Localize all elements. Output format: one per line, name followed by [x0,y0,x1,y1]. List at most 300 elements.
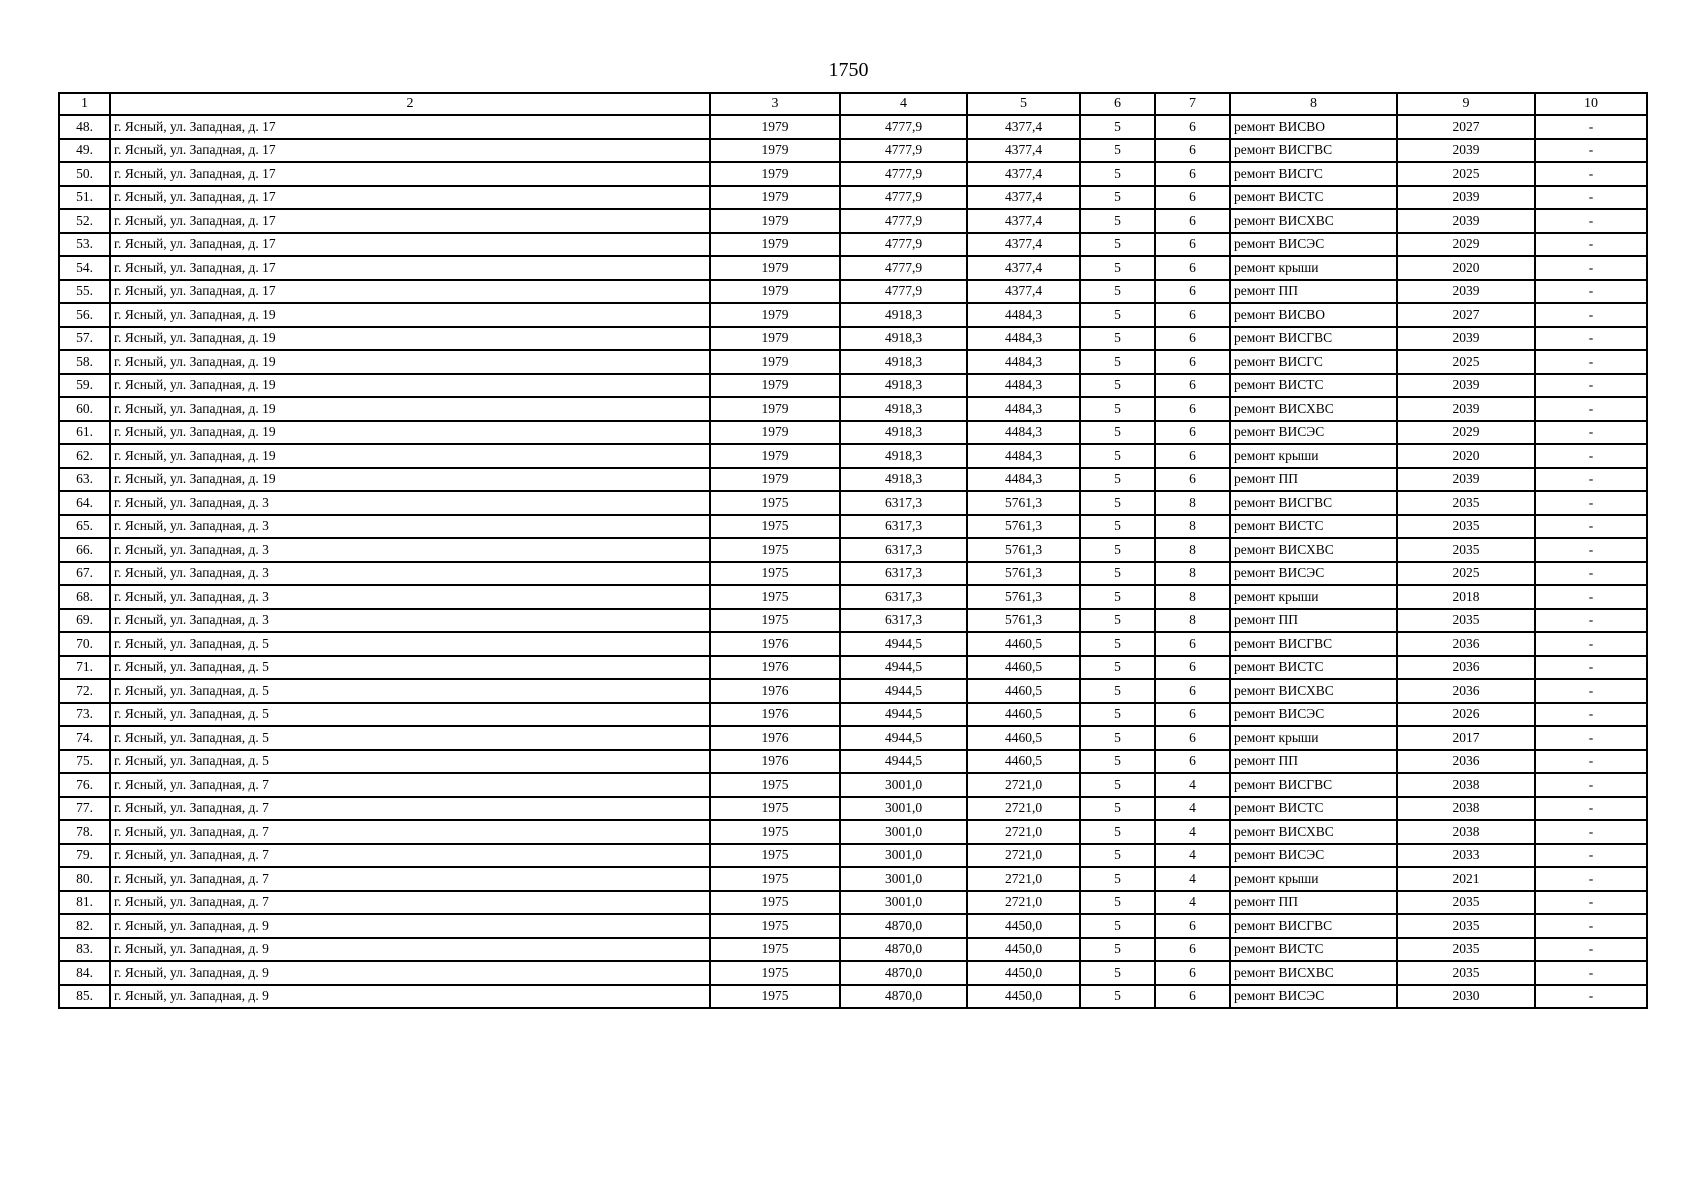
planned-year-cell: 2033 [1397,844,1535,868]
row-number-cell: 66. [59,538,110,562]
floors-cell: 5 [1080,961,1155,985]
work-type-cell: ремонт ВИСХВС [1230,820,1397,844]
total-area-cell: 6317,3 [840,585,967,609]
work-type-cell: ремонт ПП [1230,468,1397,492]
living-area-cell: 2721,0 [967,820,1080,844]
total-area-cell: 4870,0 [840,985,967,1009]
address-cell: г. Ясный, ул. Западная, д. 5 [110,750,710,774]
floors-cell: 5 [1080,609,1155,633]
address-cell: г. Ясный, ул. Западная, д. 19 [110,397,710,421]
total-area-cell: 4944,5 [840,656,967,680]
address-cell: г. Ясный, ул. Западная, д. 19 [110,350,710,374]
table-row [59,280,1647,304]
work-type-cell: ремонт ВИСЭС [1230,421,1397,445]
header-cell-3: 3 [710,93,840,115]
header-cell-1: 1 [59,93,110,115]
living-area-cell: 2721,0 [967,867,1080,891]
build-year-cell: 1975 [710,491,840,515]
entrances-cell: 6 [1155,985,1230,1009]
living-area-cell: 4460,5 [967,750,1080,774]
address-cell: г. Ясный, ул. Западная, д. 19 [110,327,710,351]
address-cell: г. Ясный, ул. Западная, д. 17 [110,186,710,210]
work-type-cell: ремонт ВИСТС [1230,797,1397,821]
floors-cell: 5 [1080,562,1155,586]
total-area-cell: 4870,0 [840,914,967,938]
build-year-cell: 1975 [710,985,840,1009]
build-year-cell: 1975 [710,938,840,962]
living-area-cell: 4460,5 [967,656,1080,680]
table-row [59,679,1647,703]
table-row [59,773,1647,797]
living-area-cell: 4377,4 [967,256,1080,280]
row-number-cell: 62. [59,444,110,468]
build-year-cell: 1979 [710,421,840,445]
total-area-cell: 4944,5 [840,679,967,703]
work-type-cell: ремонт ВИСХВС [1230,538,1397,562]
note-cell: - [1535,397,1647,421]
living-area-cell: 4377,4 [967,186,1080,210]
entrances-cell: 4 [1155,820,1230,844]
entrances-cell: 8 [1155,515,1230,539]
build-year-cell: 1979 [710,374,840,398]
planned-year-cell: 2020 [1397,256,1535,280]
build-year-cell: 1979 [710,162,840,186]
floors-cell: 5 [1080,679,1155,703]
row-number-cell: 55. [59,280,110,304]
entrances-cell: 4 [1155,867,1230,891]
header-cell-5: 5 [967,93,1080,115]
row-number-cell: 70. [59,632,110,656]
header-cell-8: 8 [1230,93,1397,115]
planned-year-cell: 2039 [1397,209,1535,233]
work-type-cell: ремонт ВИСГВС [1230,491,1397,515]
floors-cell: 5 [1080,233,1155,257]
row-number-cell: 77. [59,797,110,821]
note-cell: - [1535,468,1647,492]
floors-cell: 5 [1080,750,1155,774]
table-row [59,609,1647,633]
build-year-cell: 1979 [710,186,840,210]
planned-year-cell: 2039 [1397,186,1535,210]
living-area-cell: 4484,3 [967,374,1080,398]
build-year-cell: 1975 [710,914,840,938]
note-cell: - [1535,914,1647,938]
living-area-cell: 2721,0 [967,773,1080,797]
total-area-cell: 6317,3 [840,491,967,515]
row-number-cell: 56. [59,303,110,327]
note-cell: - [1535,115,1647,139]
table-row [59,726,1647,750]
planned-year-cell: 2025 [1397,162,1535,186]
planned-year-cell: 2020 [1397,444,1535,468]
address-cell: г. Ясный, ул. Западная, д. 9 [110,961,710,985]
note-cell: - [1535,679,1647,703]
total-area-cell: 6317,3 [840,609,967,633]
note-cell: - [1535,327,1647,351]
note-cell: - [1535,632,1647,656]
table-row [59,891,1647,915]
note-cell: - [1535,938,1647,962]
build-year-cell: 1976 [710,679,840,703]
table-row [59,303,1647,327]
note-cell: - [1535,515,1647,539]
address-cell: г. Ясный, ул. Западная, д. 7 [110,891,710,915]
living-area-cell: 4377,4 [967,280,1080,304]
planned-year-cell: 2038 [1397,797,1535,821]
table-row [59,961,1647,985]
table-row [59,844,1647,868]
address-cell: г. Ясный, ул. Западная, д. 17 [110,115,710,139]
row-number-cell: 50. [59,162,110,186]
note-cell: - [1535,773,1647,797]
row-number-cell: 71. [59,656,110,680]
table-row [59,350,1647,374]
row-number-cell: 60. [59,397,110,421]
planned-year-cell: 2038 [1397,773,1535,797]
living-area-cell: 4484,3 [967,397,1080,421]
total-area-cell: 4777,9 [840,162,967,186]
entrances-cell: 6 [1155,632,1230,656]
build-year-cell: 1979 [710,468,840,492]
living-area-cell: 5761,3 [967,491,1080,515]
header-cell-4: 4 [840,93,967,115]
entrances-cell: 6 [1155,397,1230,421]
address-cell: г. Ясный, ул. Западная, д. 17 [110,162,710,186]
build-year-cell: 1979 [710,280,840,304]
floors-cell: 5 [1080,374,1155,398]
address-cell: г. Ясный, ул. Западная, д. 17 [110,256,710,280]
address-cell: г. Ясный, ул. Западная, д. 19 [110,468,710,492]
note-cell: - [1535,280,1647,304]
note-cell: - [1535,139,1647,163]
entrances-cell: 8 [1155,538,1230,562]
address-cell: г. Ясный, ул. Западная, д. 5 [110,656,710,680]
planned-year-cell: 2036 [1397,632,1535,656]
build-year-cell: 1975 [710,585,840,609]
build-year-cell: 1976 [710,656,840,680]
total-area-cell: 4944,5 [840,703,967,727]
row-number-cell: 82. [59,914,110,938]
total-area-cell: 3001,0 [840,844,967,868]
floors-cell: 5 [1080,444,1155,468]
build-year-cell: 1979 [710,303,840,327]
address-cell: г. Ясный, ул. Западная, д. 9 [110,938,710,962]
work-type-cell: ремонт крыши [1230,444,1397,468]
entrances-cell: 8 [1155,585,1230,609]
build-year-cell: 1975 [710,562,840,586]
header-cell-10: 10 [1535,93,1647,115]
planned-year-cell: 2025 [1397,562,1535,586]
work-type-cell: ремонт ВИСХВС [1230,209,1397,233]
floors-cell: 5 [1080,303,1155,327]
table-row [59,491,1647,515]
row-number-cell: 68. [59,585,110,609]
build-year-cell: 1979 [710,139,840,163]
note-cell: - [1535,538,1647,562]
entrances-cell: 8 [1155,491,1230,515]
floors-cell: 5 [1080,703,1155,727]
work-type-cell: ремонт крыши [1230,256,1397,280]
total-area-cell: 3001,0 [840,891,967,915]
build-year-cell: 1975 [710,820,840,844]
planned-year-cell: 2029 [1397,233,1535,257]
planned-year-cell: 2027 [1397,115,1535,139]
living-area-cell: 4377,4 [967,162,1080,186]
address-cell: г. Ясный, ул. Западная, д. 3 [110,491,710,515]
note-cell: - [1535,656,1647,680]
work-type-cell: ремонт ВИСТС [1230,656,1397,680]
work-type-cell: ремонт крыши [1230,726,1397,750]
build-year-cell: 1976 [710,726,840,750]
planned-year-cell: 2035 [1397,515,1535,539]
build-year-cell: 1976 [710,632,840,656]
address-cell: г. Ясный, ул. Западная, д. 3 [110,515,710,539]
total-area-cell: 4870,0 [840,961,967,985]
total-area-cell: 3001,0 [840,867,967,891]
total-area-cell: 4944,5 [840,726,967,750]
floors-cell: 5 [1080,491,1155,515]
table-row [59,209,1647,233]
row-number-cell: 76. [59,773,110,797]
row-number-cell: 63. [59,468,110,492]
entrances-cell: 6 [1155,327,1230,351]
entrances-cell: 6 [1155,961,1230,985]
table-row [59,444,1647,468]
row-number-cell: 53. [59,233,110,257]
row-number-cell: 61. [59,421,110,445]
note-cell: - [1535,444,1647,468]
planned-year-cell: 2029 [1397,421,1535,445]
entrances-cell: 6 [1155,703,1230,727]
planned-year-cell: 2035 [1397,961,1535,985]
work-type-cell: ремонт ВИСГВС [1230,139,1397,163]
address-cell: г. Ясный, ул. Западная, д. 17 [110,139,710,163]
row-number-cell: 80. [59,867,110,891]
total-area-cell: 3001,0 [840,797,967,821]
living-area-cell: 4484,3 [967,350,1080,374]
note-cell: - [1535,350,1647,374]
total-area-cell: 4944,5 [840,750,967,774]
planned-year-cell: 2027 [1397,303,1535,327]
note-cell: - [1535,562,1647,586]
work-type-cell: ремонт крыши [1230,585,1397,609]
work-type-cell: ремонт ВИСТС [1230,186,1397,210]
entrances-cell: 6 [1155,303,1230,327]
floors-cell: 5 [1080,585,1155,609]
floors-cell: 5 [1080,867,1155,891]
build-year-cell: 1979 [710,256,840,280]
row-number-cell: 74. [59,726,110,750]
note-cell: - [1535,797,1647,821]
address-cell: г. Ясный, ул. Западная, д. 19 [110,421,710,445]
total-area-cell: 4918,3 [840,468,967,492]
entrances-cell: 6 [1155,233,1230,257]
build-year-cell: 1979 [710,350,840,374]
entrances-cell: 6 [1155,726,1230,750]
header-cell-9: 9 [1397,93,1535,115]
work-type-cell: ремонт ВИСХВС [1230,679,1397,703]
header-cell-7: 7 [1155,93,1230,115]
planned-year-cell: 2039 [1397,374,1535,398]
table-row [59,985,1647,1009]
row-number-cell: 59. [59,374,110,398]
total-area-cell: 3001,0 [840,773,967,797]
address-cell: г. Ясный, ул. Западная, д. 5 [110,726,710,750]
total-area-cell: 4944,5 [840,632,967,656]
total-area-cell: 4918,3 [840,397,967,421]
build-year-cell: 1975 [710,609,840,633]
table-row [59,397,1647,421]
row-number-cell: 75. [59,750,110,774]
address-cell: г. Ясный, ул. Западная, д. 5 [110,679,710,703]
planned-year-cell: 2039 [1397,280,1535,304]
address-cell: г. Ясный, ул. Западная, д. 3 [110,609,710,633]
row-number-cell: 83. [59,938,110,962]
entrances-cell: 6 [1155,421,1230,445]
row-number-cell: 84. [59,961,110,985]
address-cell: г. Ясный, ул. Западная, д. 3 [110,538,710,562]
header-cell-6: 6 [1080,93,1155,115]
planned-year-cell: 2021 [1397,867,1535,891]
note-cell: - [1535,703,1647,727]
build-year-cell: 1976 [710,750,840,774]
living-area-cell: 4377,4 [967,139,1080,163]
build-year-cell: 1975 [710,538,840,562]
entrances-cell: 6 [1155,280,1230,304]
living-area-cell: 4484,3 [967,468,1080,492]
planned-year-cell: 2036 [1397,750,1535,774]
floors-cell: 5 [1080,726,1155,750]
entrances-cell: 6 [1155,209,1230,233]
living-area-cell: 4460,5 [967,679,1080,703]
living-area-cell: 4460,5 [967,632,1080,656]
planned-year-cell: 2035 [1397,609,1535,633]
address-cell: г. Ясный, ул. Западная, д. 7 [110,797,710,821]
total-area-cell: 4918,3 [840,374,967,398]
work-type-cell: ремонт ВИСХВС [1230,397,1397,421]
table-row [59,867,1647,891]
living-area-cell: 5761,3 [967,515,1080,539]
address-cell: г. Ясный, ул. Западная, д. 7 [110,773,710,797]
note-cell: - [1535,162,1647,186]
living-area-cell: 2721,0 [967,844,1080,868]
work-type-cell: ремонт ВИСВО [1230,115,1397,139]
floors-cell: 5 [1080,421,1155,445]
build-year-cell: 1975 [710,515,840,539]
table-row [59,515,1647,539]
work-type-cell: ремонт крыши [1230,867,1397,891]
note-cell: - [1535,256,1647,280]
table-row [59,162,1647,186]
total-area-cell: 4777,9 [840,280,967,304]
table-row [59,703,1647,727]
address-cell: г. Ясный, ул. Западная, д. 3 [110,585,710,609]
entrances-cell: 6 [1155,444,1230,468]
floors-cell: 5 [1080,891,1155,915]
entrances-cell: 6 [1155,938,1230,962]
work-type-cell: ремонт ВИСЭС [1230,985,1397,1009]
living-area-cell: 4484,3 [967,327,1080,351]
total-area-cell: 6317,3 [840,562,967,586]
table-body [59,115,1647,1008]
total-area-cell: 4777,9 [840,209,967,233]
build-year-cell: 1975 [710,961,840,985]
entrances-cell: 6 [1155,468,1230,492]
total-area-cell: 4870,0 [840,938,967,962]
row-number-cell: 58. [59,350,110,374]
note-cell: - [1535,186,1647,210]
address-cell: г. Ясный, ул. Западная, д. 17 [110,280,710,304]
living-area-cell: 4377,4 [967,115,1080,139]
row-number-cell: 52. [59,209,110,233]
repair-schedule-table [58,92,1648,1009]
address-cell: г. Ясный, ул. Западная, д. 5 [110,703,710,727]
build-year-cell: 1975 [710,797,840,821]
note-cell: - [1535,303,1647,327]
build-year-cell: 1979 [710,209,840,233]
build-year-cell: 1979 [710,327,840,351]
work-type-cell: ремонт ВИСТС [1230,938,1397,962]
work-type-cell: ремонт ВИСХВС [1230,961,1397,985]
note-cell: - [1535,491,1647,515]
planned-year-cell: 2038 [1397,820,1535,844]
work-type-cell: ремонт ПП [1230,609,1397,633]
living-area-cell: 4450,0 [967,914,1080,938]
total-area-cell: 4918,3 [840,303,967,327]
floors-cell: 5 [1080,209,1155,233]
work-type-cell: ремонт ВИСТС [1230,374,1397,398]
living-area-cell: 4484,3 [967,303,1080,327]
living-area-cell: 2721,0 [967,797,1080,821]
planned-year-cell: 2030 [1397,985,1535,1009]
living-area-cell: 4460,5 [967,726,1080,750]
table-row [59,585,1647,609]
row-number-cell: 57. [59,327,110,351]
entrances-cell: 6 [1155,350,1230,374]
work-type-cell: ремонт ВИСТС [1230,515,1397,539]
page-number: 1750 [828,59,869,81]
table-row [59,186,1647,210]
work-type-cell: ремонт ВИСГВС [1230,773,1397,797]
address-cell: г. Ясный, ул. Западная, д. 17 [110,209,710,233]
floors-cell: 5 [1080,350,1155,374]
work-type-cell: ремонт ВИСГВС [1230,914,1397,938]
total-area-cell: 4777,9 [840,233,967,257]
address-cell: г. Ясный, ул. Западная, д. 19 [110,374,710,398]
note-cell: - [1535,961,1647,985]
note-cell: - [1535,585,1647,609]
living-area-cell: 4450,0 [967,985,1080,1009]
table-row [59,938,1647,962]
floors-cell: 5 [1080,820,1155,844]
total-area-cell: 4918,3 [840,327,967,351]
work-type-cell: ремонт ВИСЭС [1230,562,1397,586]
table-row [59,820,1647,844]
note-cell: - [1535,609,1647,633]
note-cell: - [1535,421,1647,445]
planned-year-cell: 2039 [1397,468,1535,492]
living-area-cell: 4450,0 [967,938,1080,962]
total-area-cell: 4918,3 [840,444,967,468]
floors-cell: 5 [1080,186,1155,210]
address-cell: г. Ясный, ул. Западная, д. 3 [110,562,710,586]
planned-year-cell: 2039 [1397,327,1535,351]
total-area-cell: 6317,3 [840,515,967,539]
work-type-cell: ремонт ВИСЭС [1230,233,1397,257]
table-row [59,538,1647,562]
planned-year-cell: 2036 [1397,679,1535,703]
living-area-cell: 2721,0 [967,891,1080,915]
